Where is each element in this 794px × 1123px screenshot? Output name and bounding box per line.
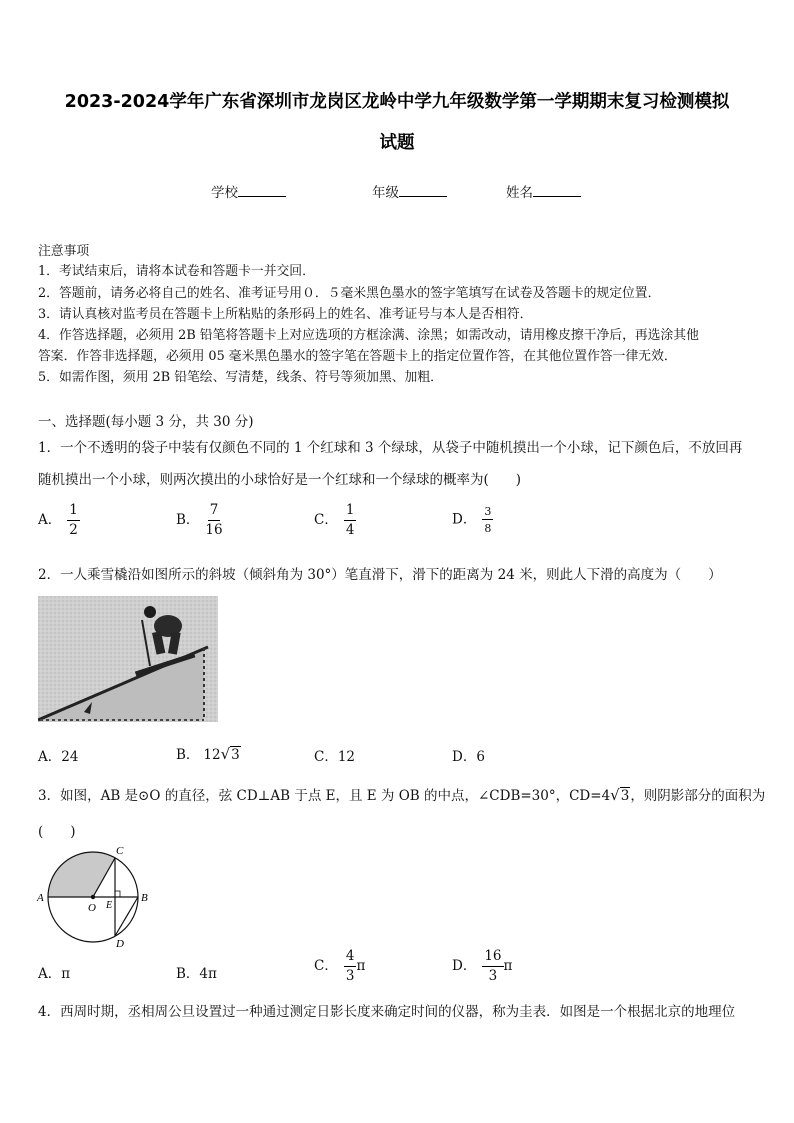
fraction: $\frac{1}{4}$ [345, 502, 355, 538]
q3-text-line2: ( ) [38, 824, 76, 840]
school-label: 学校 [211, 185, 238, 201]
q1-option-a[interactable]: A． $\frac{1}{2}$ [38, 502, 78, 538]
name-blank [533, 183, 581, 197]
q1-option-b[interactable]: B． $\frac{7}{16}$ [176, 502, 223, 538]
q4-text-line1: 4．西周时期，丞相周公旦设置过一种通过测定日影长度来确定时间的仪器，称为圭表．如图是一个根据北京的地理位 [38, 1004, 736, 1020]
grade-blank [399, 183, 447, 197]
grade-field [372, 181, 447, 201]
fraction: $\frac{7}{16}$ [205, 502, 223, 538]
q2-option-b[interactable]: B． 12√3 [176, 745, 240, 763]
point-label-o: O [88, 902, 96, 914]
q2-option-a[interactable]: A．24 [38, 749, 79, 765]
q3-option-a[interactable]: A．π [38, 966, 71, 982]
fraction: $\frac{16}{3}$ [484, 948, 502, 984]
exam-title-line1: 2023-2024学年广东省深圳市龙岗区龙岭中学九年级数学第一学期期末复习检测模拟 [64, 92, 730, 112]
q1-text-line2: 随机摸出一个小球，则两次摸出的小球恰好是一个红球和一个绿球的概率为( ) [38, 472, 522, 488]
exam-title-line2: 试题 [379, 133, 415, 153]
fraction: $\frac{4}{3}$ [345, 948, 355, 984]
q2-text-line1: 2．一人乘雪橇沿如图所示的斜坡（倾斜角为 30°）笔直滑下，滑下的距离为 24 米，则此人下滑的高度为（ ） [38, 567, 722, 583]
point-label-d: D [116, 938, 124, 950]
q3-text-line1: 3．如图，AB 是⊙O 的直径，弦 CD⊥AB 于点 E，且 E 为 OB 的中点，∠CDB=30°，CD=4√3，则阴影部分的面积为 [38, 786, 766, 804]
radical-icon: √ [610, 786, 620, 804]
note-item: 3．请认真核对监考员在答题卡上所粘贴的条形码上的姓名、准考证号与本人是否相符． [38, 307, 533, 322]
school-blank [238, 183, 286, 197]
fraction: $\frac{1}{2}$ [69, 502, 78, 538]
q1-text-line1: 1．一个不透明的袋子中装有仅颜色不同的 1 个红球和 3 个绿球，从袋子中随机摸出一个小球，记下颜色后，不放回再 [38, 440, 743, 456]
school-field [211, 181, 286, 201]
point-label-c: C [116, 845, 124, 857]
name-field [506, 181, 581, 201]
grade-label: 年级 [372, 185, 399, 201]
note-item: 1．考试结束后，请将本试卷和答题卡一并交回． [38, 264, 315, 279]
note-item: 4．作答选择题，必须用 2B 铅笔将答题卡上对应选项的方框涂满、涂黑；如需改动，请用橡皮擦干净后，再选涂其他 [38, 328, 699, 343]
fraction: $\frac{3}{8}$ [484, 505, 492, 535]
q3-option-d[interactable]: D． $\frac{16}{3}$ π [452, 948, 513, 984]
radical-icon: √ [220, 745, 231, 763]
name-label: 姓名 [506, 185, 533, 201]
q3-option-b[interactable]: B．4π [176, 966, 217, 982]
note-item: 2．答题前，请务必将自己的姓名、准考证号用０．５毫米黑色墨水的签字笔填写在试卷及答题卡的规定位置． [38, 286, 661, 301]
note-item: 答案．作答非选择题，必须用 05 毫米黑色墨水的签字笔在答题卡上的指定位置作答，在其他位置作答一律无效． [38, 349, 677, 364]
section-heading: 一、选择题(每小题 3 分，共 30 分) [38, 414, 254, 430]
q3-option-c[interactable]: C． $\frac{4}{3}$ π [314, 948, 366, 984]
point-label-b: B [141, 892, 148, 904]
q2-option-c[interactable]: C．12 [314, 749, 356, 765]
point-label-a: A [37, 892, 44, 904]
q1-option-d[interactable]: D． $\frac{3}{8}$ [452, 505, 492, 535]
circle-diagram [36, 842, 154, 952]
point-label-e: E [106, 900, 113, 911]
sled-slope-photo [38, 596, 218, 722]
q1-option-c[interactable]: C． $\frac{1}{4}$ [314, 502, 355, 538]
q2-option-d[interactable]: D．6 [452, 749, 485, 765]
note-item: 5．如需作图，须用 2B 铅笔绘、写清楚，线条、符号等须加黑、加粗． [38, 370, 443, 385]
notes-heading: 注意事项 [38, 244, 90, 259]
